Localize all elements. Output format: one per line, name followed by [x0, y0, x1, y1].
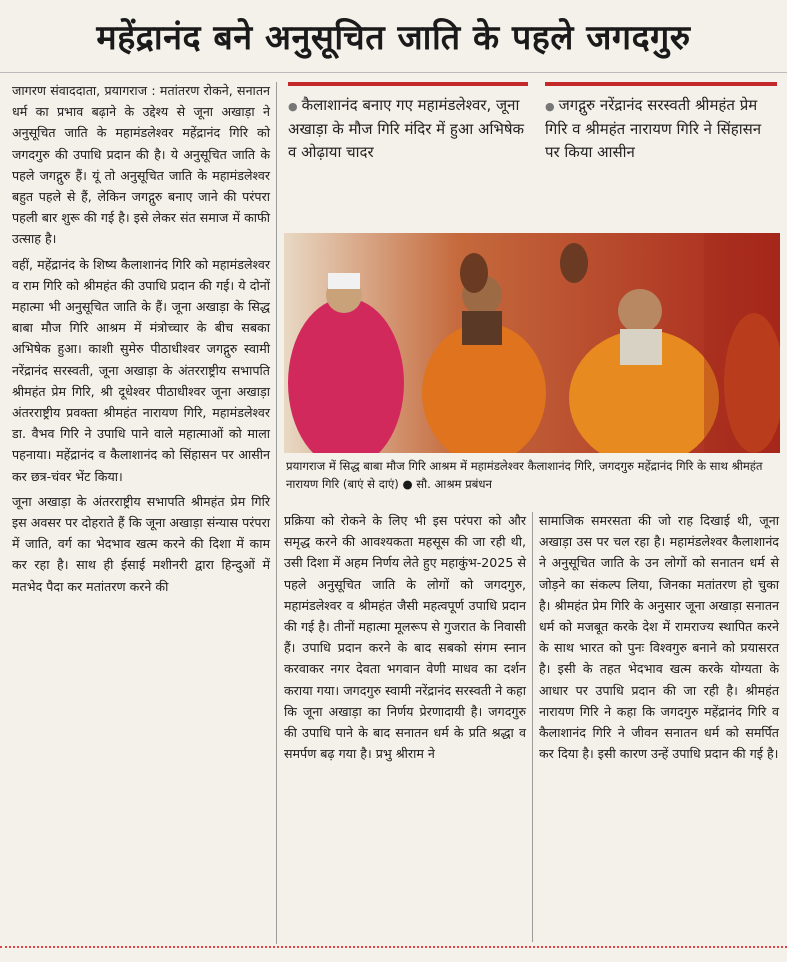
column-divider: [276, 82, 277, 944]
bullet-icon: ●: [288, 100, 298, 113]
news-photo-illustration: [284, 233, 780, 453]
article-column-3: [539, 510, 779, 768]
article-paragraph: सामाजिक समरसता की जो राह दिखाई थी, जूना अखाड़ा उस पर चल रहा है। महामंडलेश्वर कैलाशानंद ने अनुसूचित जाति के उन लोगों को सनातन धर्म से जोड़ने का संकल्प लिया, जिनका मतांतरण हो चुका है। श्रीमहंत प्रेम गिरि के अनुसार जूना अखाड़ा सनातन धर्म को मजबूत करके देश में रामराज्य स्थापित करने के साथ भारत को पुनः विश्वगुरु बनाने को प्रयासरत है। इसी के तहत भेदभाव खत्म करके योग्यता के आधार पर उपाधि प्रदान की जा रही है। श्रीमहंत नारायण गिरि ने कहा कि जगदगुरु महेंद्रानंद गिरि व कैलाशानंद गिरि ने जीवन सनातन धर्म को समर्पित कर दिया है। इसी कारण उन्हें उपाधि प्रदान की गई है।: [539, 513, 779, 762]
article-paragraph: जागरण संवाददाता, प्रयागराज : मतांतरण रोकने, सनातन धर्म का प्रभाव बढ़ाने के उद्देश्य से जूना अखाड़ा ने अनुसूचित जाति के महामंडलेश्वर महेंद्रानंद गिरि को जगदगुरु की उपाधि प्रदान की है। ये अनुसूचित जाति के पहले जगद्गुरु हैं। यूं तो अनुसूचित जाति के महामंडलेश्वर बहुत पहले से हैं, लेकिन जगद्गुरु बनाए जाने की परंपरा पहली बार शुरू की गई है। इसे लेकर संत समाज में काफी उत्साह है।: [12, 83, 270, 247]
article-column-1: [12, 80, 270, 601]
article-paragraph: वहीं, महेंद्रानंद के शिष्य कैलाशानंद गिरि को महामंडलेश्वर व राम गिरि को श्रीमहंत की उपाधि प्रदान की गई। ये दोनों महात्मा भी अनुसूचित जाति के हैं। जूना अखाड़ा के सिद्ध बाबा मौज गिरि आश्रम में मंत्रोच्चार के बीच सबका अभिषेक हुआ। काशी सुमेरु पीठाधीश्वर जगद्गुरु स्वामी नरेंद्रानंद सरस्वती, जूना अखाड़ा के अंतरराष्ट्रीय सभापति श्रीमहंत प्रेम गिरि, श्री दूधेश्वर पीठाधीश्वर जूना अखाड़ा अंतरराष्ट्रीय प्रवक्ता श्रीमहंत नारायण गिरि, महामंडलेश्वर डा. वैभव गिरि ने उपाधि पाने वाले महात्माओं को माला पहनाया। महेंद्रानंद व कैलाशानंद को सिंहासन पर आसीन कर छत्र-चंवर भेंट किया।: [12, 256, 270, 484]
bullet-icon: ●: [545, 100, 555, 113]
photo-caption: प्रयागराज में सिद्ध बाबा मौज गिरि आश्रम में महामंडलेश्वर कैलाशानंद गिरि, जगदगुरु महेंद्रानंद गिरि के साथ श्रीमहंत नारायण गिरि (बाएं से दाएं) ● सौ. आश्रम प्रबंधन: [286, 459, 763, 491]
article-column-2: [284, 510, 526, 768]
highlight-text: जगद्गुरु नरेंद्रानंद सरस्वती श्रीमहंत प्रेम गिरि व श्रीमहंत नारायण गिरि ने सिंहासन पर किया आसीन: [545, 96, 762, 161]
column-divider: [532, 512, 533, 942]
headline: महेंद्रानंद बने अनुसूचित जाति के पहले जगदगुरु: [0, 0, 787, 73]
news-photo: [284, 233, 780, 453]
highlight-box: [288, 82, 528, 232]
highlight-text: कैलाशानंद बनाए गए महामंडलेश्वर, जूना अखाड़ा के मौज गिरि मंदिर में हुआ अभिषेक व ओढ़ाया चादर: [288, 96, 525, 161]
article-paragraph: प्रक्रिया को रोकने के लिए भी इस परंपरा को और समृद्ध करने की आवश्यकता महसूस की जा रही थी, उसी दिशा में अहम निर्णय लेते हुए महाकुंभ-2025 से पहले अनुसूचित जाति के लोगों को जगदगुरु, महामंडलेश्वर व श्रीमहंत जैसी महत्वपूर्ण उपाधि प्रदान की गई है। तीनों महात्मा मूलरूप से गुजरात के निवासी हैं। उपाधि प्रदान करने के बाद सबको संगम स्नान करवाकर नगर देवता भगवान वेणी माधव का दर्शन कराया गया। जगदगुरु स्वामी नरेंद्रानंद सरस्वती ने कहा कि जूना अखाड़ा का निर्णय प्रेरणादायी है। जगदगुरु की उपाधि पाने के बाद सनातन धर्म के प्रति श्रद्धा व समर्पण बढ़ गया है। प्रभु श्रीराम ने: [284, 513, 526, 762]
highlight-box: [545, 82, 777, 232]
article-paragraph: जूना अखाड़ा के अंतरराष्ट्रीय सभापति श्रीमहंत प्रेम गिरि इस अवसर पर दोहराते हैं कि जूना अखाड़ा संन्यास परंपरा में जाति, वर्ग का भेदभाव खत्म करने की दिशा में काम कर रहा है। साथ ही ईसाई मशीनरी द्वारा हिन्दुओं में मतभेद पैदा कर मतांतरण करने की: [12, 493, 270, 594]
